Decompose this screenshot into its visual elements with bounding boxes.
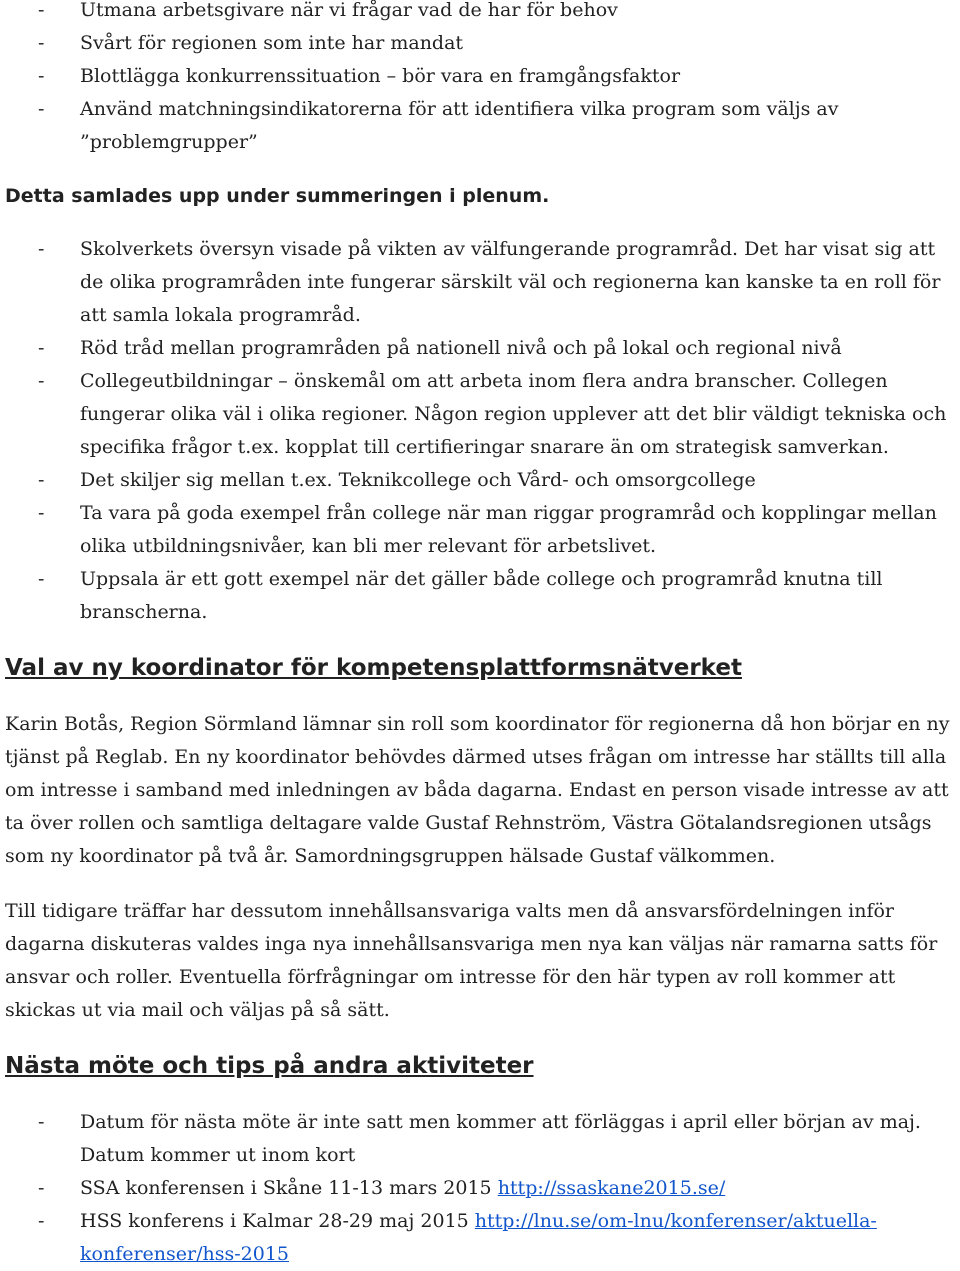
list-item [0,563,950,629]
list-item [0,1205,950,1271]
list-item [0,464,950,497]
coordinator-paragraph-1: Karin Botås, Region Sörmland lämnar sin roll som koordinator för regionerna då hon börjar en ny tjänst på Reglab. En ny koordinator behövdes därmed utses frågan om intresse har ställts till alla om intresse i samband med inledningen av båda dagarna. Endast en person visade intresse av att ta över rollen och samtliga deltagare valde Gustaf Rehnström, Västra Götalandsregionen utsågs som ny koordinator på två år. Samordningsgruppen hälsade Gustaf välkommen. [5,713,950,867]
list-item [0,0,950,27]
list-item-text: Uppsala är ett gott exempel när det gäller både college och programråd knutna till branscherna. [80,568,883,623]
list-item [0,365,950,464]
list-item-text: Collegeutbildningar – önskemål om att arbeta inom flera andra branscher. Collegen fungerar olika väl i olika regioner. Någon region upplever att det blir väldigt tekniska och specifika frågor t.ex. kopplat till certifieringar snarare än om strategisk samverkan. [80,370,947,458]
bullet-dash: - [38,32,45,54]
list-item-text: SSA konferensen i Skåne 11-13 mars 2015 [80,1177,498,1199]
list-item [0,93,950,159]
bullet-dash: - [38,337,45,359]
list-item-text: Utmana arbetsgivare när vi frågar vad de har för behov [80,0,618,21]
coordinator-heading: Val av ny koordinator för kompetensplattformsnätverket [5,655,742,681]
bullet-dash: - [38,98,45,120]
bullet-dash: - [38,1177,45,1199]
bullet-dash: - [38,0,45,21]
list-item-text: HSS konferens i Kalmar 28-29 maj 2015 [80,1210,475,1232]
top-bullet-list [0,0,950,159]
summary-heading: Detta samlades upp under summeringen i plenum. [5,185,550,207]
list-item-text: Skolverkets översyn visade på vikten av välfungerande programråd. Det har visat sig att de olika programråden inte fungerar särskilt väl och regionerna kan kanske ta en roll för att samla lokala programråd. [80,238,941,326]
list-item [0,60,950,93]
bullet-dash: - [38,1210,45,1232]
list-item-text: Svårt för regionen som inte har mandat [80,32,464,54]
bullet-dash: - [38,1111,45,1133]
list-item [0,497,950,563]
ssa-conference-link[interactable]: http://ssaskane2015.se/ [497,1177,726,1199]
next-meeting-heading: Nästa möte och tips på andra aktiviteter [5,1053,534,1079]
list-item [0,233,950,332]
list-item-text: Använd matchningsindikatorerna för att identifiera vilka program som väljs av ”problemgrupper” [80,98,839,153]
list-item-text: Röd tråd mellan programråden på nationell nivå och på lokal och regional nivå [80,337,842,359]
next-meeting-list [0,1106,950,1271]
hss-conference-link[interactable]: http://lnu.se/om-lnu/konferenser/aktuella-konferenser/hss-2015 [80,1210,877,1265]
list-item [0,332,950,365]
coordinator-paragraph-2: Till tidigare träffar har dessutom innehållsansvariga valts men då ansvarsfördelningen inför dagarna diskuteras valdes inga nya innehållsansvariga men nya kan väljas när ramarna satts för ansvar och roller. Eventuella förfrågningar om intresse för den här typen av roll kommer att skickas ut via mail och väljas på så sätt. [5,900,938,1021]
bullet-dash: - [38,469,45,491]
bullet-dash: - [38,370,45,392]
list-item-text: Det skiljer sig mellan t.ex. Teknikcollege och Vård- och omsorgcollege [80,469,756,491]
bullet-dash: - [38,65,45,87]
list-item [0,27,950,60]
list-item [0,1172,950,1205]
summary-bullet-list [0,233,950,629]
bullet-dash: - [38,568,45,590]
list-item-text: Blottlägga konkurrenssituation – bör vara en framgångsfaktor [80,65,681,87]
list-item [0,1106,950,1172]
bullet-dash: - [38,238,45,260]
list-item-text: Ta vara på goda exempel från college när man riggar programråd och kopplingar mellan olika utbildningsnivåer, kan bli mer relevant för arbetslivet. [80,502,937,557]
bullet-dash: - [38,502,45,524]
list-item-text: Datum för nästa möte är inte satt men kommer att förläggas i april eller början av maj. Datum kommer ut inom kort [80,1111,921,1166]
